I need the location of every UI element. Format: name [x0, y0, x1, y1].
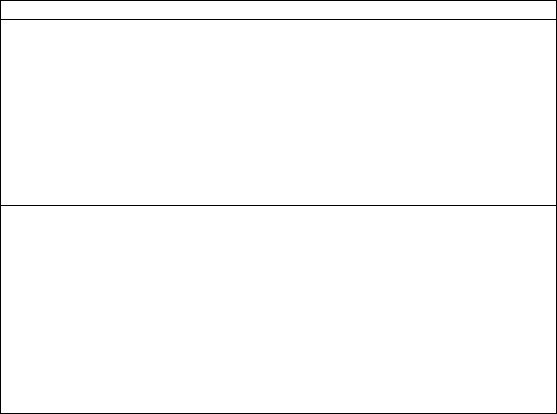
- table-row-top: [1, 20, 556, 205]
- table-row-bottom: [1, 206, 556, 412]
- page-title: [1, 1, 556, 19]
